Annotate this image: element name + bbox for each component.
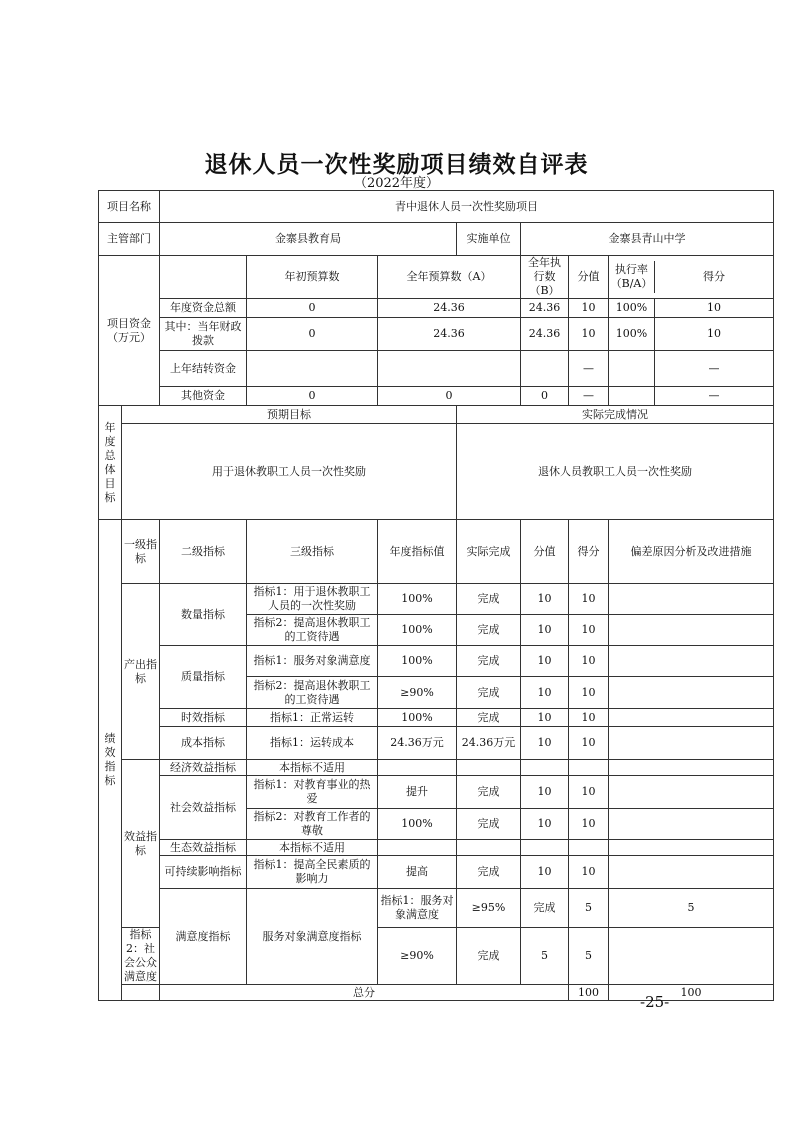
goals-label: 年度总体目标 <box>99 406 122 520</box>
indicator-score: 10 <box>521 856 569 889</box>
dept-value: 金寨县教育局 <box>160 223 457 256</box>
project-name-row <box>99 191 774 223</box>
indicator-actual: 完成 <box>457 677 521 709</box>
indicator-got: 10 <box>569 727 609 760</box>
indicator-row <box>99 889 774 928</box>
funds-header-blank <box>160 256 247 299</box>
total-label: 总分 <box>160 985 569 1001</box>
quantity-label: 数量指标 <box>160 584 247 646</box>
funds-row-got: 10 <box>707 327 721 340</box>
total-blank <box>122 985 160 1001</box>
indicator-score: 10 <box>521 776 569 809</box>
indicator-text: 指标2：对教育工作者的尊敬 <box>247 809 378 840</box>
col-initial: 年初预算数 <box>247 256 378 299</box>
indicator-score: 10 <box>521 646 569 677</box>
funds-row-full: 0 <box>378 387 521 406</box>
indicators-header-row <box>99 520 774 584</box>
total-row <box>99 985 774 1001</box>
funds-row-full <box>378 351 521 387</box>
funds-row-score: 10 <box>569 318 609 351</box>
level2-header: 二级指标 <box>160 520 247 584</box>
indicator-actual <box>457 840 521 856</box>
funds-row <box>99 299 774 318</box>
indicator-analysis <box>609 677 774 709</box>
indicator-text: 指标1：提高全民素质的影响力 <box>247 856 378 889</box>
indicator-target: 提高 <box>378 856 457 889</box>
funds-row <box>99 318 774 351</box>
indicator-text: 本指标不适用 <box>247 760 378 776</box>
dept-row <box>99 223 774 256</box>
benefit-label: 效益指标 <box>122 760 160 928</box>
indicator-score <box>521 760 569 776</box>
indicator-actual: 完成 <box>457 709 521 727</box>
funds-row-name: 其中：当年财政拨款 <box>160 318 247 351</box>
indicator-actual: 完成 <box>521 889 569 928</box>
funds-row-full: 24.36 <box>378 318 521 351</box>
expected-label: 预期目标 <box>122 406 457 424</box>
funds-header-row <box>99 256 774 299</box>
goals-row <box>99 424 774 520</box>
funds-row-score: 10 <box>569 299 609 318</box>
indicator-got: 10 <box>569 809 609 840</box>
indicator-actual: 完成 <box>457 809 521 840</box>
score-header: 分值 <box>521 520 569 584</box>
actual-header: 实际完成 <box>457 520 521 584</box>
cost-label: 成本指标 <box>160 727 247 760</box>
indicator-score: 10 <box>521 615 569 646</box>
funds-row-exec: 0 <box>521 387 569 406</box>
funds-row-score: — <box>569 387 609 406</box>
indicator-score: 10 <box>521 727 569 760</box>
indicator-text: 指标2：提高退休教职工的工资待遇 <box>247 615 378 646</box>
evaluation-table <box>98 190 774 1001</box>
indicator-got <box>569 840 609 856</box>
indicator-row <box>99 776 774 809</box>
funds-row-rate-got <box>609 299 774 318</box>
output-label: 产出指标 <box>122 584 160 760</box>
col-full: 全年预算数（A） <box>378 256 521 299</box>
funds-row-initial: 0 <box>247 299 378 318</box>
indicator-target: 100% <box>378 646 457 677</box>
indicator-analysis <box>609 856 774 889</box>
funds-row-initial: 0 <box>247 318 378 351</box>
impl-value: 金寨县青山中学 <box>521 223 774 256</box>
indicator-actual: 完成 <box>457 584 521 615</box>
indicator-text: 本指标不适用 <box>247 840 378 856</box>
col-got: 得分 <box>703 270 725 283</box>
total-score: 100 <box>569 985 609 1001</box>
funds-row-name: 年度资金总额 <box>160 299 247 318</box>
indicator-score <box>521 840 569 856</box>
indicator-got: 5 <box>609 889 774 928</box>
expected-goal: 用于退休教职工人员一次性奖励 <box>122 424 457 520</box>
funds-row <box>99 387 774 406</box>
project-name-label: 项目名称 <box>99 191 160 223</box>
indicator-got: 10 <box>569 856 609 889</box>
funds-row-got: — <box>708 361 720 375</box>
indicator-analysis <box>609 760 774 776</box>
indicators-label: 绩效指标 <box>99 520 122 1001</box>
funds-row-rate <box>609 351 655 386</box>
level1-header: 一级指标 <box>122 520 160 584</box>
indicator-got <box>569 760 609 776</box>
indicator-analysis <box>609 840 774 856</box>
indicator-analysis <box>609 709 774 727</box>
service-satisfaction-label: 服务对象满意度指标 <box>247 889 378 985</box>
indicator-analysis <box>609 584 774 615</box>
indicator-target: 100% <box>378 615 457 646</box>
funds-row-score: — <box>569 351 609 387</box>
indicator-actual: 完成 <box>457 776 521 809</box>
year-subtitle: （2022年度） <box>353 176 440 191</box>
col-rate: 执行率（B/A） <box>609 261 655 293</box>
total-got: 100 <box>609 985 774 1001</box>
funds-row-rate <box>609 387 655 405</box>
impl-label: 实施单位 <box>457 223 521 256</box>
indicator-target: 100% <box>378 584 457 615</box>
indicator-score: 10 <box>521 584 569 615</box>
project-name-value: 青中退休人员一次性奖励项目 <box>160 191 774 223</box>
indicator-got: 10 <box>569 776 609 809</box>
indicator-score: 5 <box>521 928 569 985</box>
indicator-got: 10 <box>569 584 609 615</box>
funds-row-rate-got <box>609 351 774 387</box>
funds-row-rate: 100% <box>609 318 655 350</box>
funds-row-rate-got <box>609 387 774 406</box>
indicator-row <box>99 840 774 856</box>
funds-row-exec: 24.36 <box>521 318 569 351</box>
indicator-score: 5 <box>569 889 609 928</box>
col-score: 分值 <box>569 256 609 299</box>
funds-row-initial <box>247 351 378 387</box>
quality-label: 质量指标 <box>160 646 247 709</box>
funds-label: 项目资金（万元） <box>99 256 160 406</box>
funds-row-full: 24.36 <box>378 299 521 318</box>
funds-row-exec <box>521 351 569 387</box>
indicator-actual: 完成 <box>457 928 521 985</box>
funds-row-rate-got <box>609 318 774 351</box>
indicator-target: 100% <box>378 709 457 727</box>
indicator-score: 10 <box>521 809 569 840</box>
indicator-target: 提升 <box>378 776 457 809</box>
indicator-got: 10 <box>569 615 609 646</box>
got-header: 得分 <box>569 520 609 584</box>
indicator-score: 10 <box>521 677 569 709</box>
page-title: 退休人员一次性奖励项目绩效自评表 <box>204 151 589 178</box>
level3-header: 三级指标 <box>247 520 378 584</box>
indicator-text: 指标1：用于退休教职工人员的一次性奖励 <box>247 584 378 615</box>
actual-label: 实际完成情况 <box>457 406 774 424</box>
analysis-header: 偏差原因分析及改进措施 <box>609 520 774 584</box>
funds-row-got: — <box>708 389 720 402</box>
funds-row-name: 上年结转资金 <box>160 351 247 387</box>
indicator-target: ≥90% <box>378 928 457 985</box>
indicator-got: 10 <box>569 709 609 727</box>
funds-row-got: 10 <box>707 301 721 314</box>
indicator-got: 5 <box>569 928 609 985</box>
target-header: 年度指标值 <box>378 520 457 584</box>
indicator-target <box>378 760 457 776</box>
indicator-actual: 完成 <box>457 856 521 889</box>
indicator-text: 指标1：服务对象满意度 <box>247 646 378 677</box>
sustainable-label: 可持续影响指标 <box>160 856 247 889</box>
indicator-text: 指标1：对教育事业的热爱 <box>247 776 378 809</box>
indicator-row <box>99 760 774 776</box>
indicator-row <box>99 727 774 760</box>
funds-row-rate: 100% <box>609 299 655 317</box>
indicator-target <box>378 840 457 856</box>
timeliness-label: 时效指标 <box>160 709 247 727</box>
indicator-text: 指标1：运转成本 <box>247 727 378 760</box>
indicator-target: ≥90% <box>378 677 457 709</box>
ecological-label: 生态效益指标 <box>160 840 247 856</box>
actual-goal: 退休人员教职工人员一次性奖励 <box>457 424 774 520</box>
indicator-got: 10 <box>569 677 609 709</box>
indicator-text: 指标1：正常运转 <box>247 709 378 727</box>
indicator-actual: 完成 <box>457 615 521 646</box>
funds-row-exec: 24.36 <box>521 299 569 318</box>
indicator-analysis <box>609 776 774 809</box>
funds-row <box>99 351 774 387</box>
indicator-score: 10 <box>521 709 569 727</box>
indicator-target: ≥95% <box>457 889 521 928</box>
indicator-target: 24.36万元 <box>378 727 457 760</box>
col-rate-and-got <box>609 256 774 299</box>
page-number: -25- <box>640 993 670 1011</box>
indicator-row <box>99 584 774 615</box>
indicator-actual: 24.36万元 <box>457 727 521 760</box>
indicator-row <box>99 856 774 889</box>
indicator-actual <box>457 760 521 776</box>
indicator-actual: 完成 <box>457 646 521 677</box>
economic-label: 经济效益指标 <box>160 760 247 776</box>
indicator-analysis <box>609 809 774 840</box>
social-label: 社会效益指标 <box>160 776 247 840</box>
col-exec: 全年执行数（B） <box>521 256 569 299</box>
indicator-text: 指标1：服务对象满意度 <box>378 889 457 928</box>
indicator-analysis <box>609 727 774 760</box>
indicator-analysis <box>609 928 774 985</box>
indicator-analysis <box>609 615 774 646</box>
indicator-got: 10 <box>569 646 609 677</box>
indicator-row <box>99 646 774 677</box>
indicator-text: 指标2：社会公众满意度 <box>122 928 160 985</box>
indicator-analysis <box>609 646 774 677</box>
goals-header-row <box>99 406 774 424</box>
indicator-row <box>99 709 774 727</box>
indicator-text: 指标2：提高退休教职工的工资待遇 <box>247 677 378 709</box>
satisfaction-label: 满意度指标 <box>160 889 247 985</box>
funds-row-initial: 0 <box>247 387 378 406</box>
dept-label: 主管部门 <box>99 223 160 256</box>
indicator-target: 100% <box>378 809 457 840</box>
funds-row-name: 其他资金 <box>160 387 247 406</box>
